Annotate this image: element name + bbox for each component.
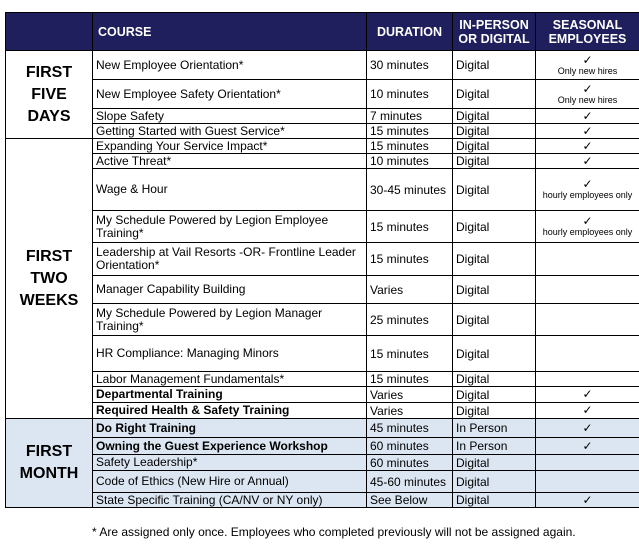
check-mark-icon	[536, 455, 639, 471]
table-row	[6, 139, 639, 154]
course-duration: 45-60 minutes	[367, 471, 453, 493]
table-row	[6, 455, 639, 471]
check-mark-icon: ✓	[582, 214, 593, 228]
check-mark-icon: ✓	[536, 438, 639, 455]
course-delivery: Digital	[453, 51, 536, 80]
check-mark-icon: ✓	[536, 139, 639, 154]
course-name: My Schedule Powered by Legion Manager Training*	[93, 304, 367, 336]
course-delivery: Digital	[453, 372, 536, 387]
course-duration: 60 minutes	[367, 455, 453, 471]
check-mark-icon	[536, 372, 639, 387]
seasonal-cell	[536, 80, 639, 109]
table-row	[6, 493, 639, 508]
course-delivery: In Person	[453, 438, 536, 455]
course-name: Labor Management Fundamentals*	[93, 372, 367, 387]
check-mark-icon	[536, 276, 639, 304]
seasonal-note: hourly employees only	[542, 190, 633, 200]
table-row	[6, 211, 639, 243]
course-delivery: Digital	[453, 387, 536, 403]
course-duration: 15 minutes	[367, 211, 453, 243]
course-name: Owning the Guest Experience Workshop	[93, 438, 367, 455]
course-delivery: Digital	[453, 169, 536, 211]
course-name: New Employee Orientation*	[93, 51, 367, 80]
table-row	[6, 276, 639, 304]
course-name: Expanding Your Service Impact*	[93, 139, 367, 154]
phase-first-two-weeks: FIRST TWO WEEKS	[6, 139, 93, 419]
header-seasonal: SEASONAL EMPLOYEES	[536, 13, 639, 51]
footnote: * Are assigned only once. Employees who completed previously will not be assigned again.	[92, 525, 576, 539]
check-mark-icon	[536, 304, 639, 336]
course-name: Manager Capability Building	[93, 276, 367, 304]
seasonal-cell	[536, 51, 639, 80]
course-duration: Varies	[367, 387, 453, 403]
table-row	[6, 471, 639, 493]
training-table	[5, 12, 639, 508]
course-delivery: Digital	[453, 276, 536, 304]
course-duration: Varies	[367, 403, 453, 419]
table-row	[6, 372, 639, 387]
header-delivery: IN-PERSON OR DIGITAL	[453, 13, 536, 51]
course-delivery: Digital	[453, 124, 536, 139]
course-duration: 15 minutes	[367, 124, 453, 139]
course-delivery: Digital	[453, 80, 536, 109]
seasonal-note: hourly employees only	[542, 227, 633, 237]
seasonal-note: Only new hires	[557, 94, 618, 105]
check-mark-icon	[536, 471, 639, 493]
check-mark-icon	[536, 336, 639, 372]
header-duration: DURATION	[367, 13, 453, 51]
seasonal-cell	[536, 211, 639, 243]
table-row	[6, 109, 639, 124]
course-name: HR Compliance: Managing Minors	[93, 336, 367, 372]
course-duration: 30-45 minutes	[367, 169, 453, 211]
table-row	[6, 438, 639, 455]
course-delivery: Digital	[453, 336, 536, 372]
check-mark-icon: ✓	[536, 493, 639, 508]
check-mark-icon: ✓	[536, 109, 639, 124]
check-mark-icon: ✓	[536, 124, 639, 139]
table-row	[6, 154, 639, 169]
table-row	[6, 419, 639, 438]
phase-first-month: FIRST MONTH	[6, 419, 93, 508]
course-delivery: Digital	[453, 455, 536, 471]
course-name: Do Right Training	[93, 419, 367, 438]
course-duration: 7 minutes	[367, 109, 453, 124]
check-mark-icon: ✓	[582, 52, 593, 67]
table-row	[6, 80, 639, 109]
course-duration: 45 minutes	[367, 419, 453, 438]
course-duration: 30 minutes	[367, 51, 453, 80]
course-delivery: Digital	[453, 403, 536, 419]
seasonal-cell	[536, 169, 639, 211]
course-delivery: Digital	[453, 243, 536, 276]
course-duration: 15 minutes	[367, 372, 453, 387]
course-delivery: Digital	[453, 154, 536, 169]
header-course: COURSE	[93, 13, 367, 51]
table-row	[6, 403, 639, 419]
course-name: My Schedule Powered by Legion Employee Training*	[93, 211, 367, 243]
check-mark-icon: ✓	[536, 387, 639, 403]
table-row	[6, 169, 639, 211]
course-name: Slope Safety	[93, 109, 367, 124]
course-name: Required Health & Safety Training	[93, 403, 367, 419]
course-name: Safety Leadership*	[93, 455, 367, 471]
course-delivery: Digital	[453, 471, 536, 493]
course-name: Leadership at Vail Resorts -OR- Frontline Leader Orientation*	[93, 243, 367, 276]
header-row	[6, 13, 639, 51]
table-row	[6, 51, 639, 80]
course-duration: See Below	[367, 493, 453, 508]
header-phase	[6, 13, 93, 51]
course-duration: 15 minutes	[367, 243, 453, 276]
course-delivery: Digital	[453, 211, 536, 243]
course-name: Getting Started with Guest Service*	[93, 124, 367, 139]
check-mark-icon: ✓	[582, 81, 593, 96]
course-name: Active Threat*	[93, 154, 367, 169]
check-mark-icon: ✓	[582, 177, 593, 191]
course-duration: 60 minutes	[367, 438, 453, 455]
course-name: New Employee Safety Orientation*	[93, 80, 367, 109]
course-name: Wage & Hour	[93, 169, 367, 211]
course-name: Departmental Training	[93, 387, 367, 403]
check-mark-icon: ✓	[536, 419, 639, 438]
course-name: State Specific Training (CA/NV or NY only)	[93, 493, 367, 508]
check-mark-icon	[536, 243, 639, 276]
course-duration: 10 minutes	[367, 154, 453, 169]
table-row	[6, 304, 639, 336]
seasonal-note: Only new hires	[557, 65, 618, 76]
table-row	[6, 336, 639, 372]
course-name: Code of Ethics (New Hire or Annual)	[93, 471, 367, 493]
course-duration: 15 minutes	[367, 139, 453, 154]
course-delivery: Digital	[453, 139, 536, 154]
table-row	[6, 243, 639, 276]
course-duration: 10 minutes	[367, 80, 453, 109]
course-duration: Varies	[367, 276, 453, 304]
course-delivery: Digital	[453, 304, 536, 336]
check-mark-icon: ✓	[536, 403, 639, 419]
check-mark-icon: ✓	[536, 154, 639, 169]
course-duration: 15 minutes	[367, 336, 453, 372]
course-delivery: Digital	[453, 109, 536, 124]
table-row	[6, 387, 639, 403]
course-delivery: In Person	[453, 419, 536, 438]
course-delivery: Digital	[453, 493, 536, 508]
course-duration: 25 minutes	[367, 304, 453, 336]
table-row	[6, 124, 639, 139]
phase-first-five-days: FIRST FIVE DAYS	[6, 51, 93, 139]
